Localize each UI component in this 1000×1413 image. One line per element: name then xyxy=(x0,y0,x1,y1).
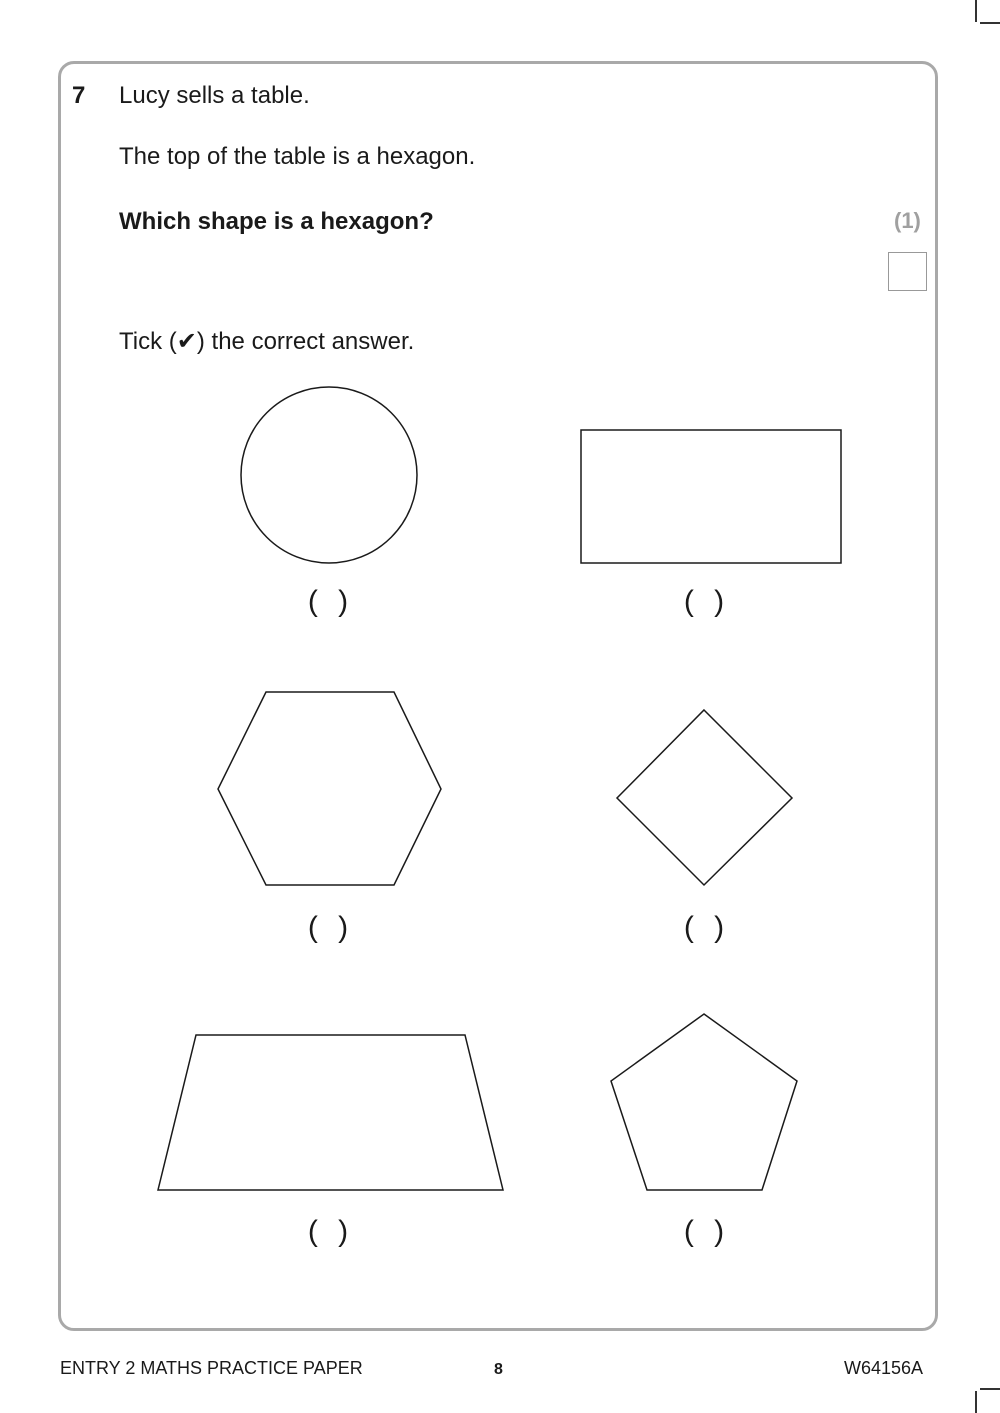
question-context: The top of the table is a hexagon. xyxy=(119,143,476,170)
footer-title: ENTRY 2 MATHS PRACTICE PAPER xyxy=(60,1358,363,1378)
hexagon-shape xyxy=(218,692,441,885)
tick-icon: ✔ xyxy=(176,328,197,355)
tick-box-hexagon[interactable]: ( ) xyxy=(307,911,355,944)
paper-code: W64156A xyxy=(844,1358,924,1378)
rectangle-shape xyxy=(581,430,841,563)
question-intro: Lucy sells a table. xyxy=(119,82,310,109)
question-number: 7 xyxy=(72,82,86,109)
tick-box-trapezium[interactable]: ( ) xyxy=(307,1215,355,1248)
question-prompt: Which shape is a hexagon? xyxy=(119,208,434,235)
tick-box-rhombus[interactable]: ( ) xyxy=(683,911,731,944)
rhombus-shape xyxy=(617,710,792,885)
tick-box-pentagon[interactable]: ( ) xyxy=(683,1215,731,1248)
trapezium-shape xyxy=(158,1035,503,1190)
circle-shape xyxy=(241,387,417,563)
page-number: 8 xyxy=(494,1361,503,1378)
tick-box-rectangle[interactable]: ( ) xyxy=(683,585,731,618)
marks-label: (1) xyxy=(894,208,921,233)
instruction-prefix: Tick ( xyxy=(119,328,177,355)
pentagon-shape xyxy=(611,1014,797,1190)
tick-box-circle[interactable]: ( ) xyxy=(307,585,355,618)
instruction-suffix: ) the correct answer. xyxy=(196,328,415,355)
